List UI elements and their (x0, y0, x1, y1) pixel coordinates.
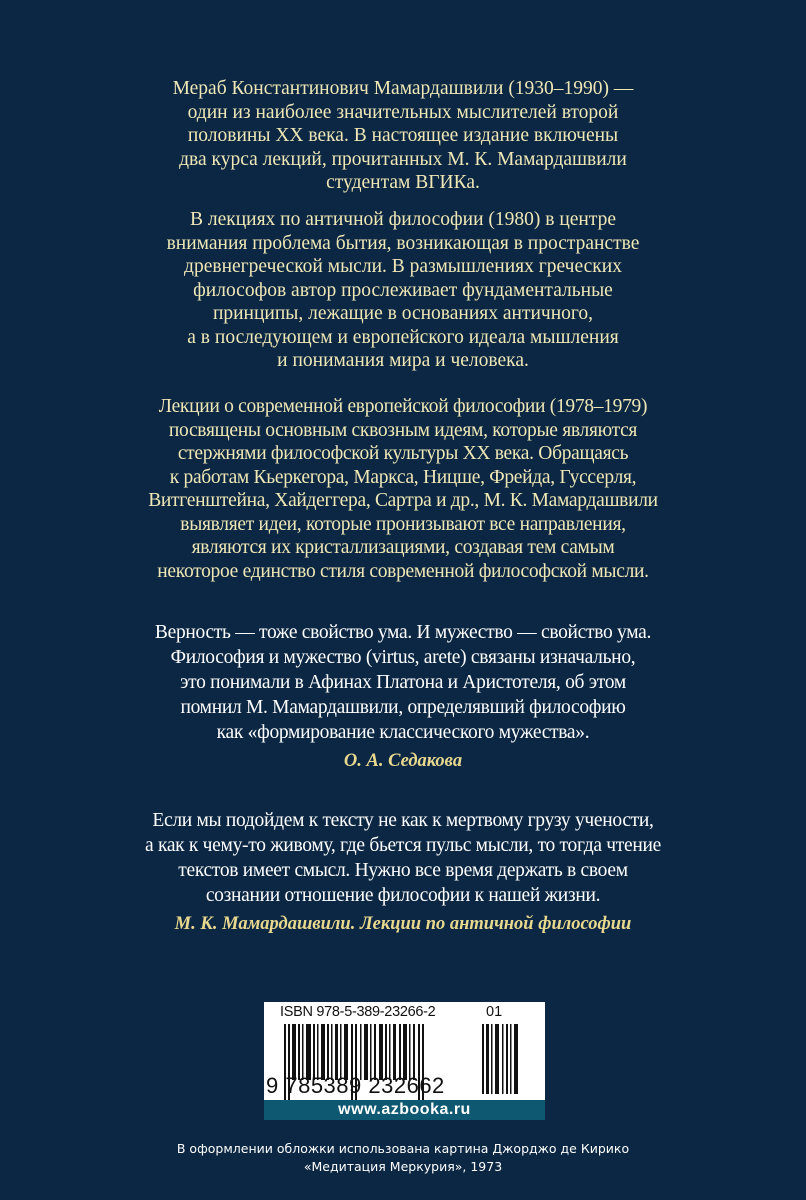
isbn-label: ISBN 978-5-389-23266-2 (280, 1004, 436, 1020)
text-line: выявляет идеи, которые пронизывают все направления, (180, 513, 626, 535)
quote-attribution: М. К. Мамардашвили. Лекции по античной философии (174, 914, 632, 934)
annotation-paragraph-3 (0, 395, 806, 583)
quote-sedakova (0, 620, 806, 745)
text-line: текстов имеет смысл. Нужно все время держать в своем (178, 860, 628, 881)
text-line: «Медитация Меркурия», 1973 (303, 1159, 503, 1174)
publisher-url: www.azbooka.ru (264, 1100, 545, 1120)
text-line: а в последующем и европейского идеала мышления (187, 326, 619, 348)
cover-art-credit (0, 1140, 806, 1176)
barcode-digits: 9 785389 232662 (266, 1073, 445, 1098)
text-line: древнегреческой мысли. В размышлениях греческих (184, 256, 622, 277)
quote-mamardashvili (0, 808, 806, 908)
text-line: студентам ВГИКа. (326, 172, 480, 193)
text-line: некоторое единство стиля современной философской мысли. (157, 560, 649, 582)
text-line: внимания проблема бытия, возникающая в пространстве (166, 232, 640, 254)
text-line: Витгенштейна, Хайдеггера, Сартра и др., М. К. Мамардашвили (148, 490, 658, 511)
text-line: являются их кристаллизациями, создавая тем самым (191, 537, 615, 558)
annotation-paragraph-1 (0, 77, 806, 195)
text-line: принципы, лежащие в основаниях античного, (212, 303, 594, 324)
text-line: половины XX века. В настоящее издание включены (187, 125, 619, 146)
text-line: В лекциях по античной философии (1980) в центре (189, 209, 617, 230)
annotation-paragraph-2 (0, 208, 806, 373)
text-line: а как к чему-то живому, где бьется пульс мысли, то тогда чтение (145, 835, 661, 856)
text-line: Философия и мужество (virtus, arete) связаны изначально, (170, 647, 636, 668)
text-line: В оформлении обложки использована картина Джорджо де Кирико (176, 1141, 630, 1156)
text-line: Верность — тоже свойство ума. И мужество — свойство ума. (154, 622, 652, 643)
text-line: это понимали в Афинах Платона и Аристотеля, об этом (180, 672, 626, 693)
text-line: стержнями философской культуры XX века. Обращаясь (177, 443, 629, 464)
isbn-barcode (264, 1002, 545, 1120)
text-line: Мераб Константинович Мамардашвили (1930–1990) — (172, 78, 634, 99)
text-line: философов автор прослеживает фундаментальные (193, 279, 613, 301)
text-line: два курса лекций, прочитанных М. К. Мамардашвили (179, 148, 627, 170)
isbn-addon-label: 01 (486, 1004, 503, 1020)
text-line: посвящены основным сквозным идеям, которые являются (168, 419, 638, 441)
text-line: как «формирование классического мужества». (216, 722, 590, 743)
text-line: Лекции о современной европейской философии (1978–1979) (158, 396, 648, 417)
text-line: сознании отношение философии к нашей жизни. (205, 885, 601, 906)
text-line: и понимания мира и человека. (277, 350, 529, 371)
text-line: к работам Кьеркегора, Маркса, Ницше, Фрейда, Гуссерля, (169, 466, 637, 488)
barcode-addon-bars-icon (482, 1024, 520, 1094)
quote-attribution: О. А. Седакова (343, 751, 463, 771)
text-line: один из наиболее значительных мыслителей второй (187, 101, 619, 123)
text-line: Если мы подойдем к тексту не как к мертвому грузу учености, (152, 810, 654, 831)
text-line: помнил М. Мамардашвили, определявший философию (180, 697, 626, 718)
